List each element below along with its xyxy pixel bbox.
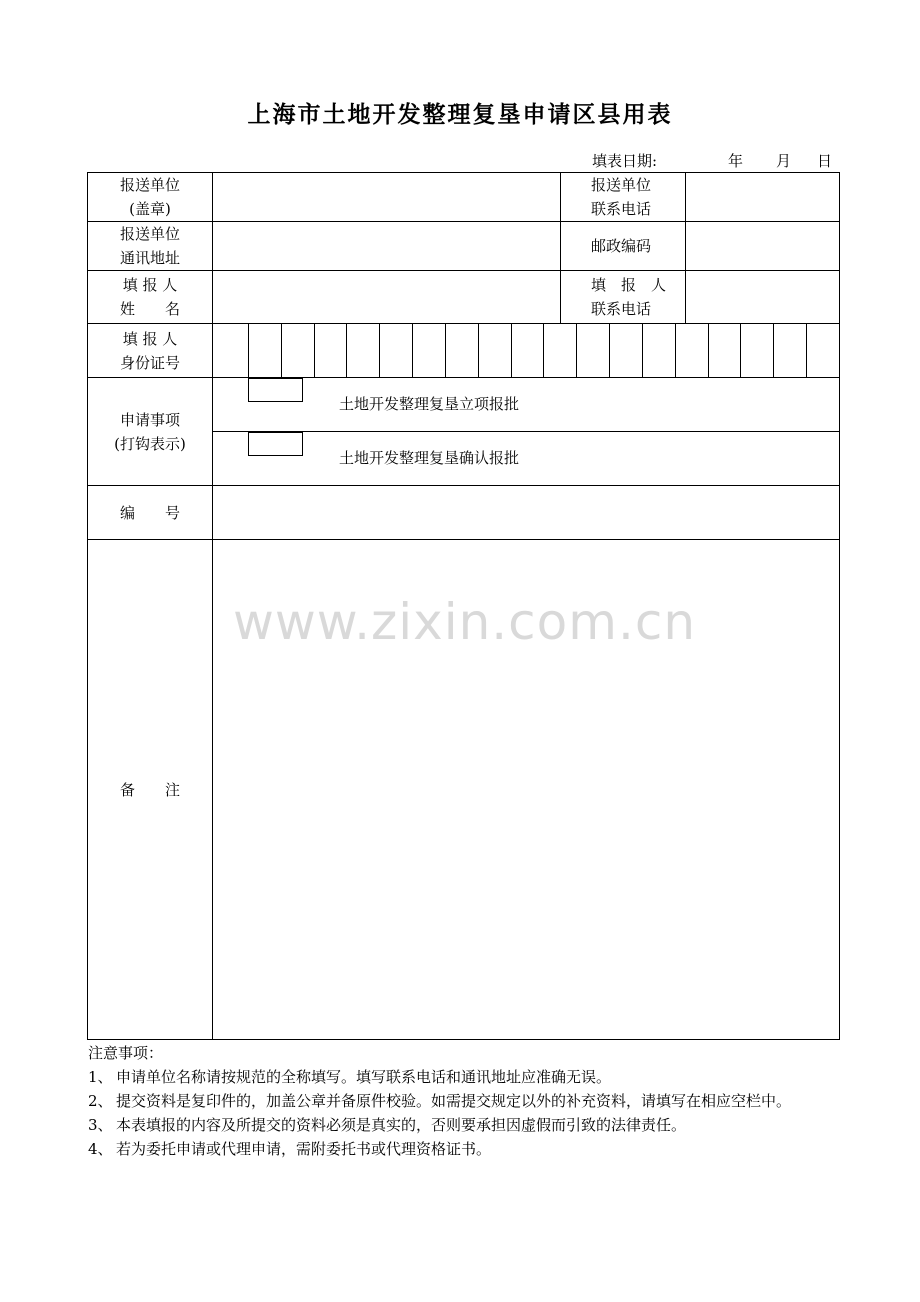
note-item: 1、 申请单位名称请按规范的全称填写。填写联系电话和通讯地址应准确无误。	[88, 1068, 612, 1086]
application-option-1	[213, 378, 840, 432]
postal-code-field[interactable]	[686, 222, 840, 271]
fill-date-label: 填表日期:	[592, 152, 658, 170]
id-digit-box[interactable]	[478, 324, 511, 377]
submit-unit-phone-label: 报送单位 联系电话	[561, 173, 686, 222]
id-digit-box[interactable]	[281, 324, 314, 377]
id-digit-box[interactable]	[543, 324, 576, 377]
submit-unit-field[interactable]	[213, 173, 561, 222]
application-option-2	[213, 432, 840, 486]
application-item-label: 申请事项 (打钩表示)	[88, 378, 213, 486]
submit-unit-phone-field[interactable]	[686, 173, 840, 222]
id-digit-box[interactable]	[708, 324, 741, 377]
notes-heading: 注意事项：	[88, 1044, 164, 1062]
id-number-grid	[213, 324, 840, 378]
id-digit-box[interactable]	[213, 324, 248, 377]
serial-number-field[interactable]	[213, 486, 840, 540]
filler-name-field[interactable]	[213, 271, 561, 324]
submit-unit-address-field[interactable]	[213, 222, 561, 271]
site-watermark: www.zixin.com.cn	[233, 593, 697, 651]
id-digit-box[interactable]	[248, 324, 281, 377]
serial-number-label: 编 号	[88, 486, 213, 540]
date-year-label: 年	[728, 152, 744, 170]
form-title: 上海市土地开发整理复垦申请区县用表	[247, 102, 673, 128]
filler-phone-label: 填 报 人 联系电话	[561, 271, 686, 324]
date-day-label: 日	[817, 152, 833, 170]
note-item: 4、 若为委托申请或代理申请，需附委托书或代理资格证书。	[88, 1140, 492, 1158]
option-1-checkbox[interactable]	[248, 378, 303, 402]
note-item: 2、 提交资料是复印件的，加盖公章并备原件校验。如需提交规定以外的补充资料，请填写在相应空栏中。	[88, 1092, 792, 1110]
filler-name-label: 填 报 人 姓 名	[88, 271, 213, 324]
submit-unit-label: 报送单位 (盖章)	[88, 173, 213, 222]
filler-phone-field[interactable]	[686, 271, 840, 324]
note-item: 3、 本表填报的内容及所提交的资料必须是真实的，否则要承担因虚假而引致的法律责任。	[88, 1116, 687, 1134]
id-digit-box[interactable]	[412, 324, 445, 377]
option-2-checkbox[interactable]	[248, 432, 303, 456]
id-digit-box[interactable]	[642, 324, 675, 377]
remarks-field[interactable]	[213, 540, 840, 1040]
postal-code-label: 邮政编码	[561, 222, 686, 271]
id-digit-box[interactable]	[675, 324, 708, 377]
application-form-table	[87, 172, 840, 1040]
id-digit-box[interactable]	[740, 324, 773, 377]
id-digit-box[interactable]	[576, 324, 609, 377]
submit-unit-address-label: 报送单位 通讯地址	[88, 222, 213, 271]
id-digit-box[interactable]	[773, 324, 806, 377]
option-1-label: 土地开发整理复垦立项报批	[339, 395, 520, 413]
id-digit-box[interactable]	[445, 324, 478, 377]
id-digit-box[interactable]	[609, 324, 642, 377]
date-month-label: 月	[776, 152, 792, 170]
filler-id-label: 填 报 人 身份证号	[88, 324, 213, 378]
id-digit-box[interactable]	[314, 324, 347, 377]
option-2-label: 土地开发整理复垦确认报批	[339, 449, 520, 467]
id-digit-box[interactable]	[379, 324, 412, 377]
id-digit-box[interactable]	[346, 324, 379, 377]
remarks-label: 备 注	[88, 540, 213, 1040]
id-digit-box[interactable]	[806, 324, 839, 377]
id-digit-box[interactable]	[511, 324, 544, 377]
notes-section	[88, 1041, 791, 1161]
